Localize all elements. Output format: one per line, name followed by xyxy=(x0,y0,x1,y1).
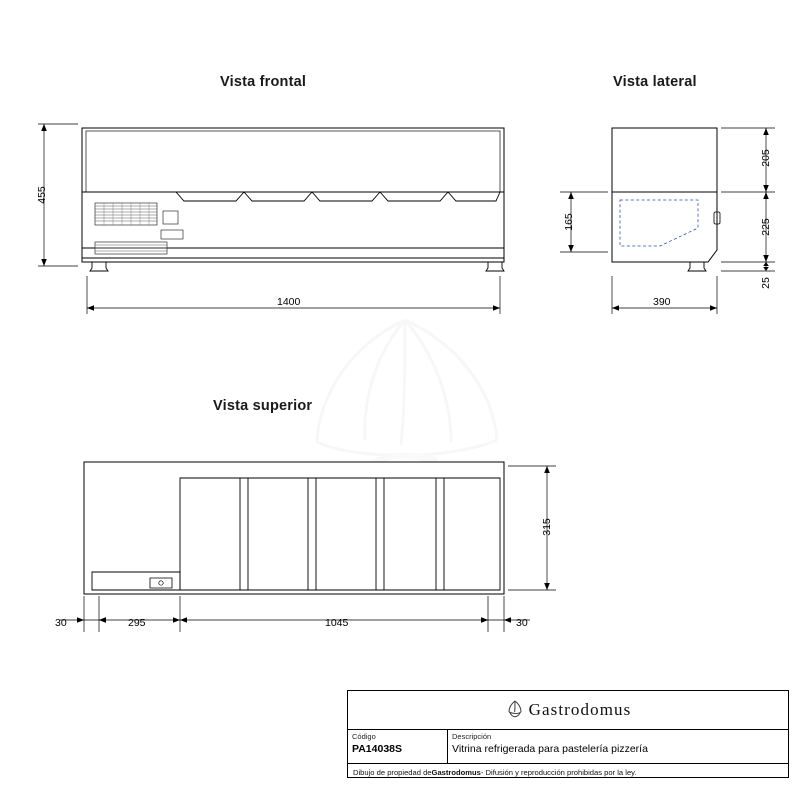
dim-front-width: 1400 xyxy=(277,296,301,308)
title-block-logo-row xyxy=(348,691,788,730)
descripcion-value: Vitrina refrigerada para pastelería pizzería xyxy=(452,743,648,755)
brand-lockup xyxy=(505,699,632,721)
descripcion-label: Descripción xyxy=(452,732,492,741)
dim-side-inner-height: 165 xyxy=(563,213,575,231)
side-view-geometry xyxy=(612,128,720,271)
codigo-field xyxy=(348,730,448,763)
dim-top-right-margin: 30 xyxy=(516,617,528,629)
view-title-front: Vista frontal xyxy=(220,74,307,90)
dim-front-height: 455 xyxy=(36,186,48,204)
copyright-prefix: Dibujo de propiedad de xyxy=(353,767,432,777)
copyright-notice xyxy=(348,764,788,780)
title-block-fields xyxy=(348,730,788,764)
top-view-geometry xyxy=(84,462,504,594)
dim-top-depth: 315 xyxy=(541,518,553,536)
codigo-value: PA14038S xyxy=(352,743,403,755)
dim-top-left-margin: 30 xyxy=(55,617,67,629)
dim-top-pan-section: 1045 xyxy=(325,617,349,629)
view-title-side: Vista lateral xyxy=(613,74,697,90)
brand-name: Gastrodomus xyxy=(528,700,632,719)
copyright-suffix: - Difusión y reproducción prohibidas por la ley. xyxy=(480,767,637,777)
codigo-label: Código xyxy=(352,732,376,741)
copyright-brand: Gastrodomus xyxy=(431,767,481,777)
gastrodomus-shell-logo xyxy=(505,699,525,721)
dim-side-mid-height: 225 xyxy=(760,218,772,236)
dim-side-upper-height: 205 xyxy=(760,149,772,167)
dim-side-foot-height: 25 xyxy=(760,277,772,289)
view-title-top: Vista superior xyxy=(213,398,313,414)
title-block xyxy=(347,690,789,778)
descripcion-field xyxy=(448,730,788,763)
front-view-geometry xyxy=(82,128,504,271)
dim-side-depth: 390 xyxy=(653,296,671,308)
dim-top-compressor-section: 295 xyxy=(128,617,146,629)
